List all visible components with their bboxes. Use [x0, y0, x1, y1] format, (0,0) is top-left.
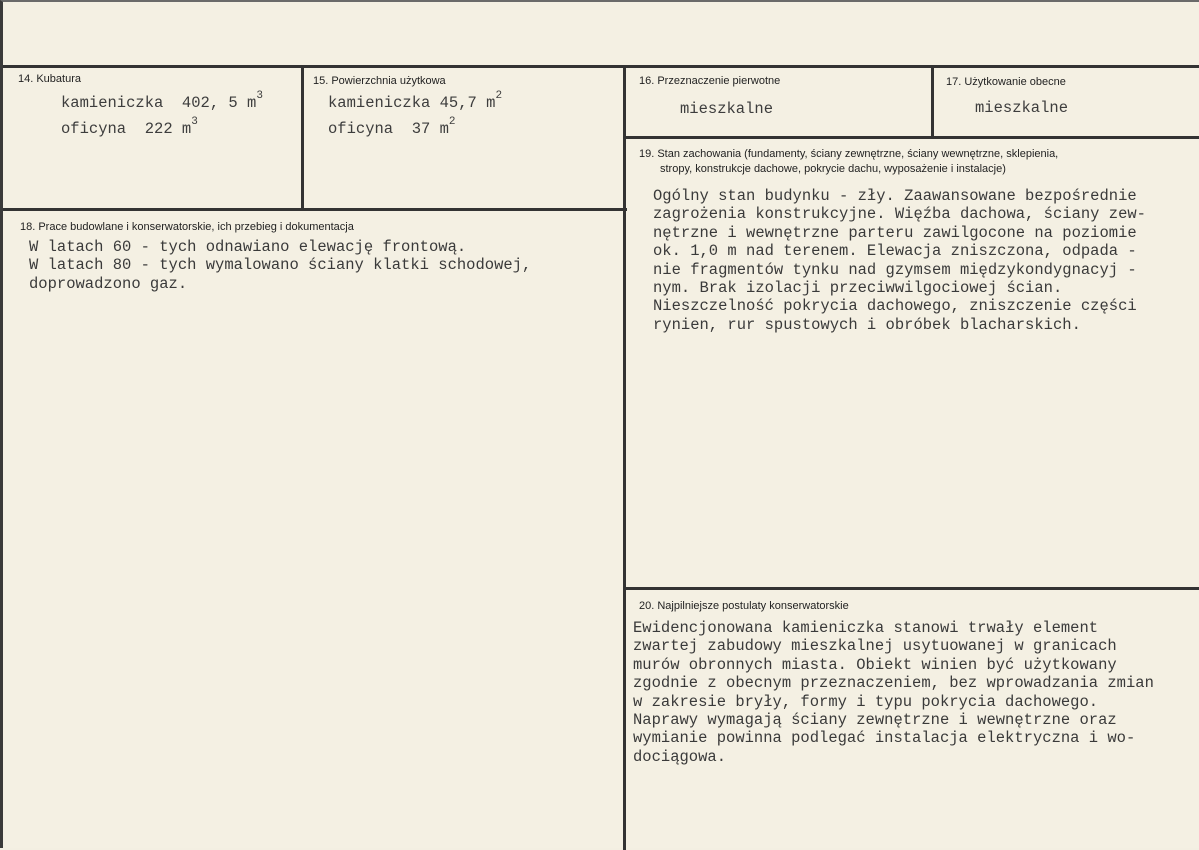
- text-line: murów obronnych miasta. Obiekt winien być użytkowany: [633, 655, 1117, 674]
- text-line: zagrożenia konstrukcyjne. Więźba dachowa, ściany zew-: [653, 205, 1146, 224]
- field-14-label: 14. Kubatura: [18, 73, 81, 85]
- divider-row2-left: [3, 208, 627, 211]
- field-19-text: [653, 187, 1146, 334]
- text-line: wymianie powinna podlegać instalacja elektryczna i wo-: [633, 729, 1136, 748]
- field-15-label: 15. Powierzchnia użytkowa: [313, 75, 446, 87]
- field-15-line-1: [328, 90, 503, 112]
- area-outbuilding: oficyna 37 m: [328, 120, 449, 138]
- text-line: ok. 1,0 m nad terenem. Elewacja zniszczona, odpada -: [653, 242, 1137, 261]
- text-line: doprowadzono gaz.: [29, 274, 188, 293]
- divider-row2-right: [625, 136, 1199, 139]
- text-line: nym. Brak izolacji przeciwwilgociowej ścian.: [653, 279, 1063, 298]
- text-line: nętrzne i wewnętrzne parteru zawilgocone na poziomie: [653, 223, 1137, 242]
- field-14-line-1: [61, 90, 263, 112]
- divider-row3-right: [625, 587, 1199, 590]
- field-16-value: mieszkalne: [680, 100, 774, 118]
- text-line: Nieszczelność pokrycia dachowego, zniszczenie części: [653, 297, 1137, 316]
- unit-exponent: 2: [448, 116, 456, 128]
- text-line: rynien, rur spustowych i obróbek blacharskich.: [653, 315, 1081, 334]
- text-line: W latach 60 - tych odnawiano elewację frontową.: [29, 238, 467, 256]
- text-line: zgodnie z obecnym przeznaczeniem, bez wprowadzania zmian: [633, 674, 1154, 693]
- divider-col-14-15: [301, 65, 304, 210]
- unit-exponent: 2: [495, 90, 503, 102]
- text-line: nie fragmentów tynku nad gzymsem międzykondygnacyj -: [653, 260, 1137, 279]
- field-17-value: mieszkalne: [975, 99, 1069, 117]
- field-19-label-line-1: 19. Stan zachowania (fundamenty, ściany zewnętrzne, ściany wewnętrzne, sklepienia,: [639, 148, 1059, 160]
- text-line: dociągowa.: [633, 747, 727, 766]
- area-main-building: kamieniczka 45,7 m: [328, 94, 496, 112]
- text-line: Naprawy wymagają ściany zewnętrzne i wewnętrzne oraz: [633, 711, 1117, 730]
- unit-exponent: 3: [191, 116, 198, 128]
- field-14-line-2: [61, 116, 198, 138]
- text-line: Ogólny stan budynku - zły. Zaawansowane bezpośrednie: [653, 187, 1137, 205]
- text-line: w zakresie bryły, formy i typu pokrycia dachowego.: [633, 692, 1099, 711]
- field-20-text: [633, 619, 1193, 766]
- field-16-label: 16. Przeznaczenie pierwotne: [639, 75, 781, 87]
- kubatura-main-building: kamieniczka 402, 5 m: [61, 94, 257, 112]
- field-20-label: 20. Najpilniejsze postulaty konserwatorskie: [639, 600, 849, 612]
- unit-exponent: 3: [256, 90, 263, 102]
- field-15-line-2: [328, 116, 456, 138]
- divider-top: [3, 65, 1199, 68]
- divider-col-16-17: [931, 65, 934, 138]
- text-line: W latach 80 - tych wymalowano ściany klatki schodowej,: [29, 256, 532, 275]
- field-18-text: [29, 238, 531, 293]
- kubatura-outbuilding: oficyna 222 m: [61, 120, 192, 138]
- text-line: Ewidencjonowana kamieniczka stanowi trwały element: [633, 619, 1099, 637]
- text-line: zwartej zabudowy mieszkalnej usytuowanej w granicach: [633, 637, 1117, 656]
- field-19-label-line-2: stropy, konstrukcje dachowe, pokrycie dachu, wyposażenie i instalacje): [660, 163, 1006, 175]
- field-18-label: 18. Prace budowlane i konserwatorskie, ich przebieg i dokumentacja: [20, 221, 354, 233]
- divider-col-center: [623, 65, 626, 850]
- field-17-label: 17. Użytkowanie obecne: [946, 76, 1066, 88]
